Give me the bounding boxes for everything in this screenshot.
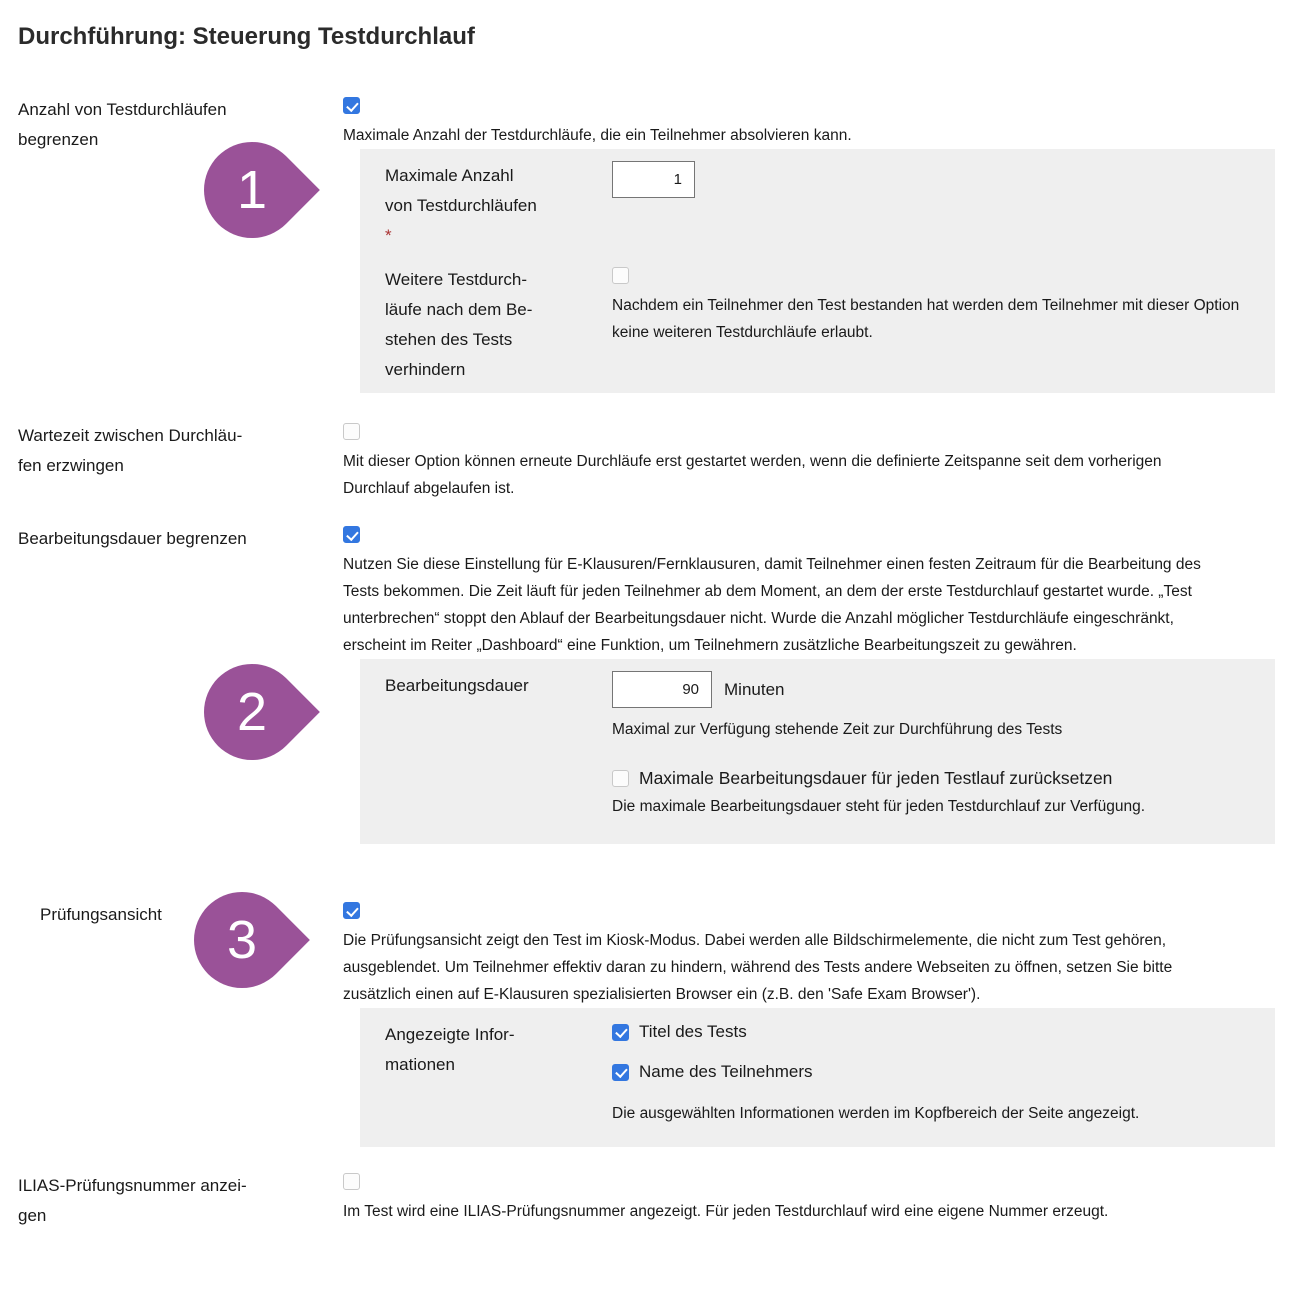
setting-content-wait-time — [343, 421, 1282, 502]
exam-view-help: Die Prüfungsansicht zeigt den Test im Kiosk-Modus. Dabei werden alle Bildschirmelemente, die nicht zum Test gehören, ausgeblendet. Um Teilnehmer effektiv daran zu hindern, während des Tests andere Webseiten zu öffnen, setzen Sie bitte zusätzlich einen auf E-Klausuren spezialisierten Browser ein (z.B. den 'Safe Exam Browser'). — [343, 932, 1173, 1003]
reset-duration-label: Maximale Bearbeitungsdauer für jeden Testlauf zurücksetzen — [639, 768, 1113, 788]
test-title-checkbox[interactable] — [612, 1024, 629, 1041]
duration-label: Bearbeitungsdauer — [385, 676, 529, 695]
annotation-marker-3: 3 — [174, 872, 310, 1008]
reset-duration-help: Die maximale Bearbeitungsdauer steht für jeden Testdurchlauf zur Verfügung. — [612, 798, 1146, 815]
shown-info-label: Angezeigte Informationen — [385, 1025, 515, 1074]
setting-label-processing-time: Bearbeitungsdauer begrenzen — [18, 529, 247, 548]
reset-duration-row — [612, 765, 1255, 791]
test-settings-form — [18, 95, 1282, 1231]
reset-duration-checkbox[interactable] — [612, 770, 629, 787]
processing-time-help: Nutzen Sie diese Einstellung für E-Klausuren/Fernklausuren, damit Teilnehmer einen festen Zeitraum für die Bearbeitung des Tests bekommen. Die Zeit läuft für jeden Teilnehmer ab dem Moment, an dem der erste Testdurchlauf gestartet wurde. „Test unterbrechen“ stoppt den Ablauf der Bearbeitungsdauer nicht. Wurde die Anzahl möglicher Testdurchläufe eingeschränkt, erscheint im Reiter „Dashboard“ eine Funktion, um Teilnehmern zusätzliche Bearbeitungszeit zu gewähren. — [343, 556, 1201, 654]
exam-number-help: Im Test wird eine ILIAS-Prüfungsnummer angezeigt. Für jeden Testdurchlauf wird eine eigene Nummer erzeugt. — [343, 1203, 1109, 1220]
setting-content-processing-time — [343, 524, 1282, 844]
setting-label-exam-view: Prüfungsansicht — [40, 905, 162, 924]
setting-label-limit-runs: Anzahl von Testdurchläufen begrenzen — [18, 100, 227, 149]
option-row-participant-name — [612, 1060, 1255, 1084]
duration-input[interactable] — [612, 671, 712, 708]
setting-row-limit-runs — [18, 95, 1282, 393]
setting-content-limit-runs — [343, 95, 1282, 393]
test-title-label: Titel des Tests — [639, 1022, 747, 1041]
annotation-marker-2: 2 — [184, 644, 320, 780]
setting-row-exam-number — [18, 1171, 1282, 1231]
panel-row-max-runs — [385, 161, 1255, 251]
page-title: Durchführung: Steuerung Testdurchlauf — [18, 23, 475, 50]
duration-help: Maximal zur Verfügung stehende Zeit zur Durchführung des Tests — [612, 721, 1063, 738]
subsettings-panel-limit-runs — [360, 149, 1275, 393]
participant-name-checkbox[interactable] — [612, 1064, 629, 1081]
processing-time-checkbox[interactable] — [343, 526, 360, 543]
setting-row-processing-time — [18, 524, 1282, 844]
required-asterisk: * — [385, 226, 392, 245]
setting-row-wait-time — [18, 421, 1282, 502]
block-after-pass-help: Nachdem ein Teilnehmer den Test bestanden hat werden dem Teilnehmer mit dieser Option keine weiteren Testdurchläufe erlaubt. — [612, 297, 1240, 341]
setting-content-exam-number — [343, 1171, 1282, 1225]
limit-runs-help: Maximale Anzahl der Testdurchläufe, die ein Teilnehmer absolvieren kann. — [343, 127, 852, 144]
setting-label-exam-number: ILIAS-Prüfungsnummer anzeigen — [18, 1176, 247, 1225]
max-runs-input[interactable] — [612, 161, 695, 198]
subsettings-panel-exam-view — [360, 1008, 1275, 1147]
block-after-pass-checkbox[interactable] — [612, 267, 629, 284]
duration-field-line — [612, 671, 1255, 708]
exam-view-checkbox[interactable] — [343, 902, 360, 919]
panel-row-block-after-pass — [385, 265, 1255, 385]
limit-runs-checkbox[interactable] — [343, 97, 360, 114]
exam-number-checkbox[interactable] — [343, 1173, 360, 1190]
wait-time-help: Mit dieser Option können erneute Durchläufe erst gestartet werden, wenn die definierte Zeitspanne seit dem vorherigen Durchlauf abgelaufen ist. — [343, 453, 1162, 497]
block-after-pass-label: Weitere Testdurchläufe nach dem Bestehen des Tests verhindern — [385, 270, 533, 379]
shown-info-help: Die ausgewählten Informationen werden im Kopfbereich der Seite angezeigt. — [612, 1105, 1140, 1122]
duration-unit-label: Minuten — [724, 679, 785, 699]
participant-name-label: Name des Teilnehmers — [639, 1062, 813, 1081]
annotation-marker-1: 1 — [184, 122, 320, 258]
wait-time-checkbox[interactable] — [343, 423, 360, 440]
panel-row-shown-info — [385, 1020, 1255, 1127]
option-row-test-title — [612, 1020, 1255, 1044]
setting-content-exam-view — [343, 900, 1282, 1147]
setting-label-wait-time: Wartezeit zwischen Durchläufen erzwingen — [18, 426, 243, 475]
subsettings-panel-processing-time — [360, 659, 1275, 844]
max-runs-label: Maximale Anzahl von Testdurchläufen * — [385, 166, 537, 245]
panel-row-duration — [385, 671, 1255, 820]
